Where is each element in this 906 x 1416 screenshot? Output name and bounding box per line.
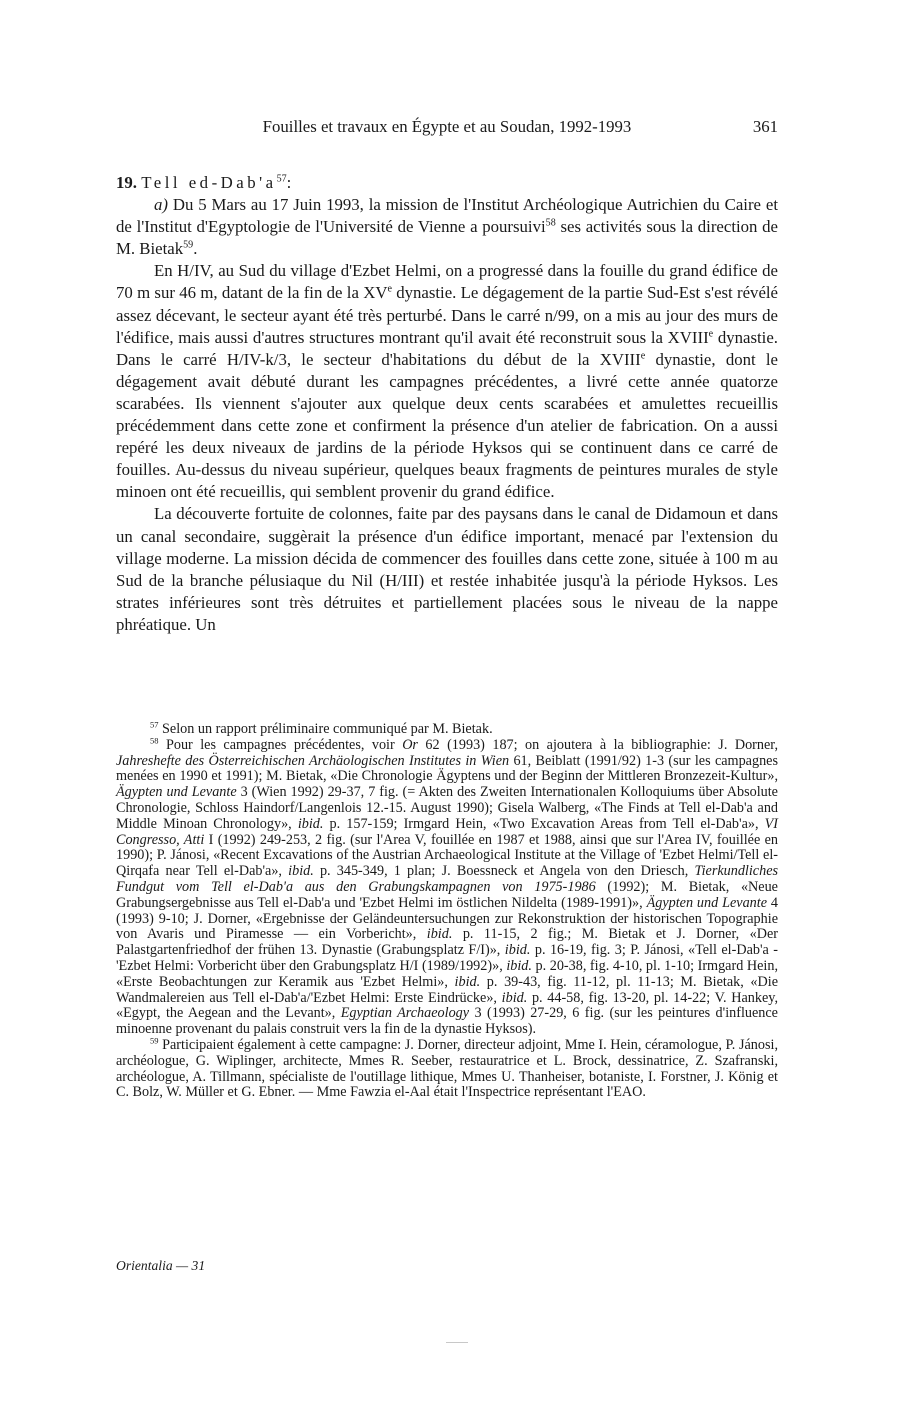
citation-title: Tierkundliches Fundgut vom Tell el-Dab'a aus den Grabungskampagnen von 1975-1986 (116, 863, 779, 895)
footnote-59 (116, 1035, 778, 1101)
citation-title: ibid. (501, 989, 528, 1006)
footnote-text: Selon un rapport préliminaire communiqué par M. Bietak. (158, 721, 493, 737)
citation-title: Ägypten und Levante (646, 894, 768, 911)
footnote-text: 3 (Wien 1992) 29-37, 7 fig. (= Akten des Zweiten Internationalen Kolloquiums über Absolute Chronologie, Schloss Haindorf/Langenlois 12.-15. August 1990); Gisela Walberg, «The Finds at Tell el-Dab'a and Middle Minoan Chronology», (116, 784, 778, 832)
citation-title: ibid. (504, 942, 531, 959)
superscript: e (387, 283, 392, 295)
citation-title: Or (402, 736, 418, 753)
section-heading (116, 172, 778, 194)
footnote-text: Participaient également à cette campagne: J. Dorner, directeur adjoint, Mme I. Hein, céramologue, P. Jánosi, archéologue, G. Wiplinger, architecte, Mmes R. Seeber, restauratrice et L. Brock, dessinatrice, Z. Szafranski, archéologue, A. Tillmann, spécialiste de l'outillage lithique, Mmes U. Thanheiser, botaniste, I. Forstner, J. König et C. Bolz, W. Müller et G. Ebner. — Mme Fawzia el-Aal était l'Inspectrice représentant l'EAO. (116, 1036, 778, 1101)
paragraph (116, 194, 778, 260)
footnotes (116, 719, 779, 1101)
citation-title: ibid. (454, 973, 481, 990)
section-number: 19. (116, 173, 137, 192)
citation-title: ibid. (297, 815, 324, 832)
footnote-text: I (1992) 249-253, 2 fig. (sur l'Area V, fouillée en 1987 et 1988, ainsi que sur l'Area IV, fouillée en 1990); P. Jánosi, «Recent Excavations of the Austrian Archaeological Institute at the Village of 'Ezbet Helmi/Tell el-Qirqafa near Tell el-Dab'a», (116, 831, 778, 880)
citation-title: ibid. (288, 863, 314, 880)
footnote-text: p. 20-38, fig. 4-10, pl. 1-10; Irmgard Hein, «Erste Beobachtungen zur Keramik aus 'Ezbet Helmi», (116, 957, 778, 990)
footnote-text: 3 (1993) 27-29, 6 fig. (sur les peintures d'influence minoenne provenant du palais construit vers la fin de la dynastie Hyksos). (116, 1005, 778, 1038)
paragraph-text: ses activités sous la direction de M. Bietak (116, 217, 778, 259)
paragraph-text: dynastie. Le dégagement de la partie Sud-Est s'est révélé assez décevant, le secteur ayant été très perturbé. Dans le carré n/99, on a mis au jour des murs de l'édifice, mais aussi d'autres structures montrant qu'il avait été reconstruit sous la XVIII (116, 283, 778, 347)
citation-title: ibid. (506, 957, 532, 974)
paragraph-text: En H/IV, au Sud du village d'Ezbet Helmi, on a progressé dans la fouille du grand édifice de 70 m sur 46 m, datant de la fin de la XV (116, 261, 778, 303)
paragraph-text: dynastie, dont le dégagement avait débuté durant les campagnes précédentes, a livré cette année quatorze scarabées. Ils viennent s'ajouter aux quelque deux cents scarabées et amulettes recueillis précédemment dans cette zone et confirment la présence d'un atelier de fabrication. On a aussi repéré les deux niveaux de jardins de la période Hyksos qui se continuent dans ce carré de fouilles. Au-dessus du niveau supérieur, quelques beaux fragments de peintures murales de style minoen ont été recueillis, qui semblent provenir du grand édifice. (116, 349, 779, 502)
footnote-text: 61, Beiblatt (1991/92) 1-3 (sur les campagnes menées en 1990 et 1991); M. Bietak, «Die Chronologie Ägyptens und der Beginn der Mittleren Bronzezeit-Kultur», (116, 752, 778, 785)
main-text (116, 172, 778, 636)
footnote-text: p. 11-15, 2 fig.; M. Bietak et J. Dorner, «Der Palastgartenfriedhof der frühen 13. Dynastie (Grabungsplatz F/I)», (116, 926, 778, 959)
footnote-ref-58[interactable]: 58 (545, 217, 556, 229)
citation-title: Egyptian Archaeology (340, 1005, 470, 1022)
footnote-text: 4 (1993) 9-10; J. Dorner, «Ergebnisse der Geländeuntersuchungen zur Rekonstruktion der historischen Topographie von Avaris und Piramesse — ein Vorbericht», (116, 894, 778, 943)
paragraph: La découverte fortuite de colonnes, faite par des paysans dans le canal de Didamoun et dans un canal secondaire, suggèrait la présence d'un édifice important, menacé par l'extension du village moderne. La mission décida de commencer des fouilles dans cette zone, située à 100 m au Sud de la branche pélusiaque du Nil (H/III) et restée inhabitée jusqu'à la période Hyksos. Les strates inférieures sont très détruites et partiellement placées sous le niveau de la nappe phréatique. Un (116, 504, 778, 634)
citation-title: VI Congresso, Atti (116, 815, 778, 848)
paragraph-marker: a) (154, 195, 168, 215)
footnote-ref-59[interactable]: 59 (183, 239, 194, 251)
citation-title: ibid. (426, 926, 453, 943)
footnote-mark: 57 (150, 719, 159, 730)
section-title: Tell ed-Dab'a (141, 173, 277, 192)
footnote-text: (1992); M. Bietak, «Neue Grabungsergebnisse aus Tell el-Dab'a und 'Ezbet Helmi im östlichen Nildelta (1989-1991)», (116, 878, 778, 911)
footnote-58 (116, 735, 779, 1038)
footnote-text: 62 (1993) 187; on ajoutera à la bibliographie: J. Dorner, (417, 736, 778, 753)
paragraph-text: . (193, 239, 198, 259)
footnote-text: p. 345-349, 1 plan; J. Boessneck et Angela von den Driesch, (313, 863, 695, 880)
page-number: 361 (752, 117, 778, 136)
section-colon: : (286, 173, 292, 192)
footnote-text: p. 44-58, fig. 13-20, pl. 14-22; V. Hankey, «Egypt, the Aegean and the Levant», (116, 989, 778, 1022)
footnote-57 (116, 719, 778, 738)
footnote-mark: 58 (150, 735, 159, 746)
citation-title: Jahreshefte des Österreichischen Archäologischen Institutes in Wien (116, 752, 510, 769)
signature-mark: Orientalia — 31 (116, 1258, 206, 1273)
scan-artifact-line (446, 1342, 468, 1343)
superscript: e (708, 328, 714, 340)
citation-title: Ägypten und Levante (116, 784, 237, 801)
footnote-mark: 59 (150, 1035, 159, 1046)
running-title: Fouilles et travaux en Égypte et au Soudan, 1992-1993 (262, 117, 632, 136)
paragraph-text: Du 5 Mars au 17 Juin 1993, la mission de l'Institut Archéologique Autrichien du Caire et de l'Institut d'Egyptologie de l'Université de Vienne a poursuivi (116, 195, 778, 237)
paragraph-text: dynastie. Dans le carré H/IV-k/3, le secteur d'habitations du début de la XVIII (116, 327, 778, 369)
footnote-text: p. 157-159; Irmgard Hein, «Two Excavation Areas from Tell el-Dab'a», (323, 815, 765, 832)
footnote-text: p. 16-19, fig. 3; P. Jánosi, «Tell el-Dab'a - 'Ezbet Helmi: Vorbericht über den Grabungsplatz H/I (1989/1992)», (116, 942, 778, 974)
footnote-text: Pour les campagnes précédentes, voir (158, 736, 403, 753)
footnote-text: p. 39-43, fig. 11-12, pl. 11-13; M. Bietak, «Die Wandmalereien aus Tell el-Dab'a/'Ezbet Helmi: Erste Eindrücke», (116, 973, 778, 1006)
paragraph (116, 260, 778, 503)
footnote-ref-57[interactable]: 57 (276, 173, 287, 185)
superscript: e (640, 350, 646, 362)
